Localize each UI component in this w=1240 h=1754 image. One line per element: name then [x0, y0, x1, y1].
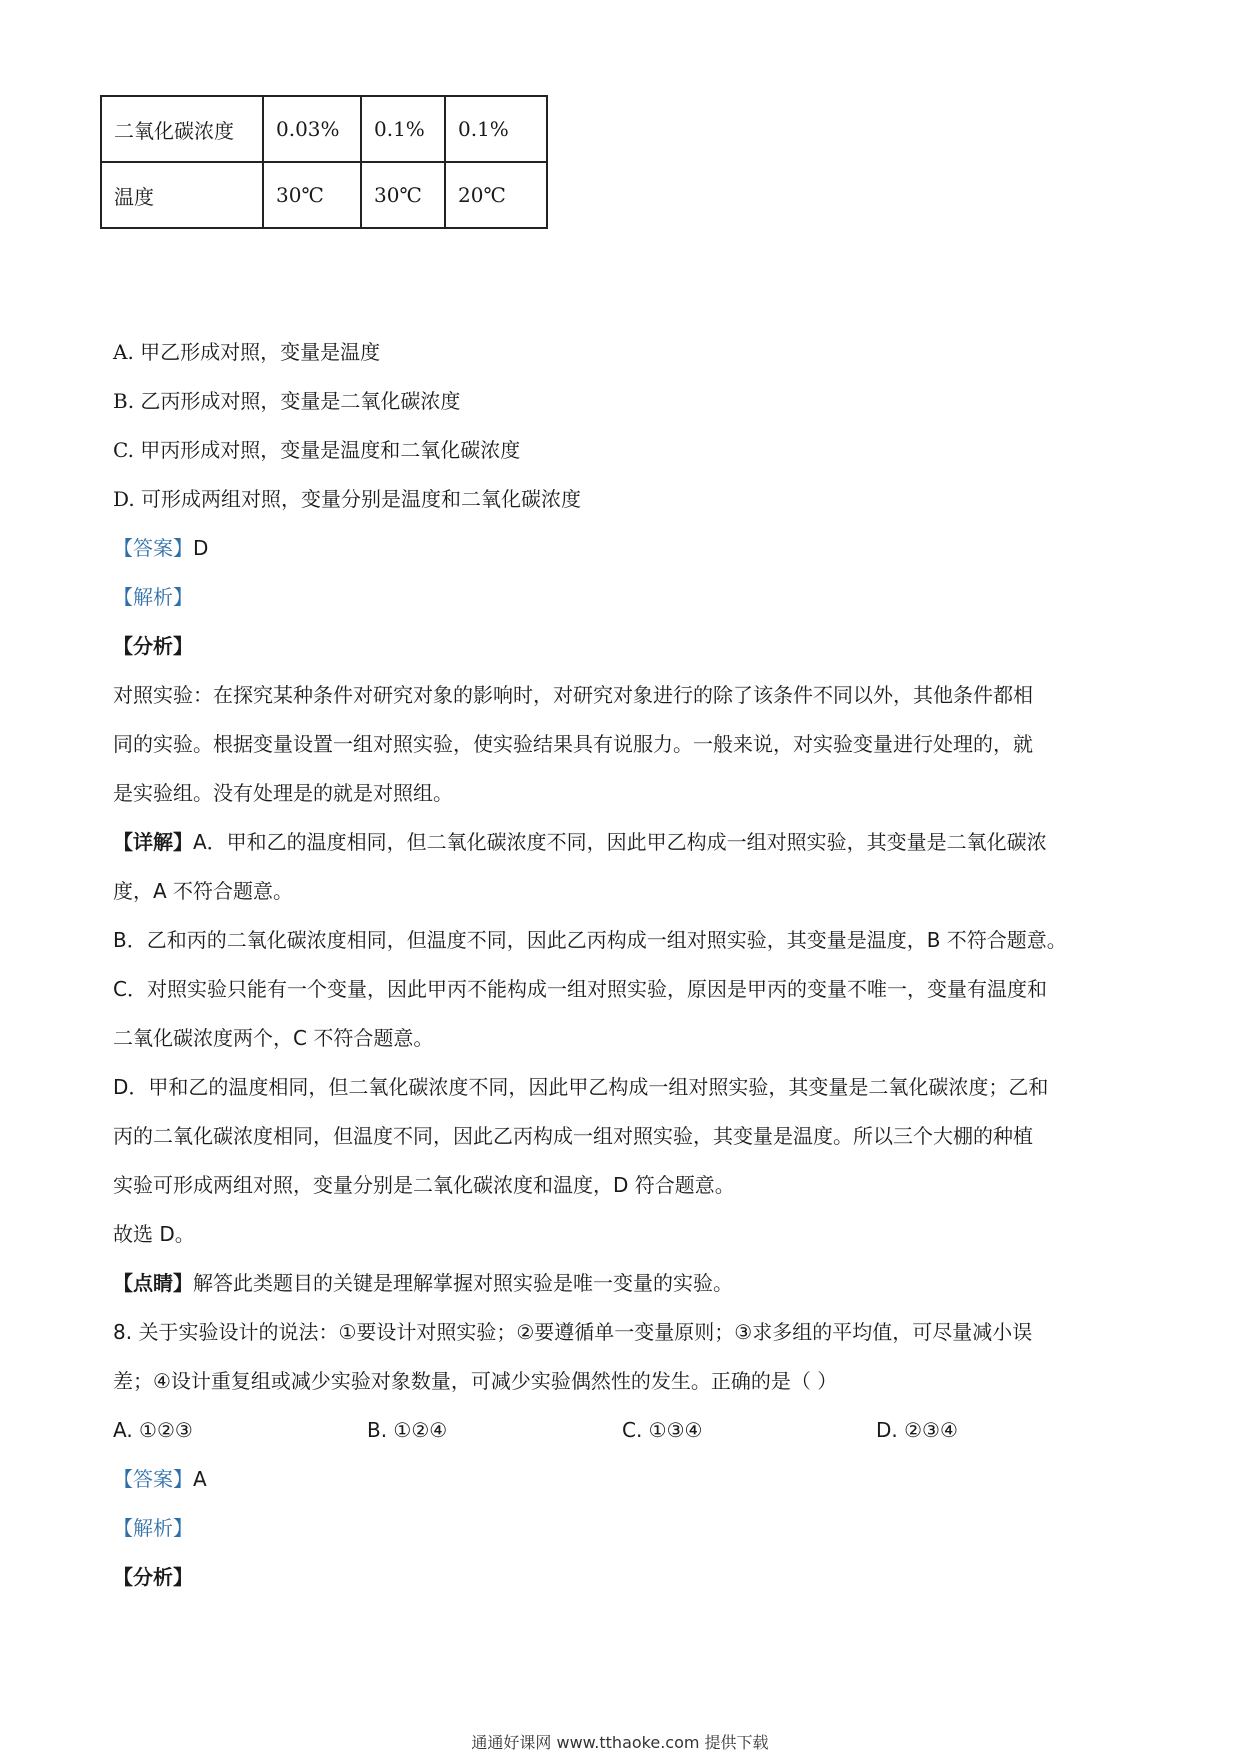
table-cell: 0.1%: [361, 96, 445, 162]
q8-option-a: A. ①②③: [113, 1418, 193, 1442]
detail-line: 丙的二氧化碳浓度相同，但温度不同，因此乙丙构成一组对照实验，其变量是温度。所以三个大棚的种植: [113, 1124, 1033, 1148]
detail-line: 实验可形成两组对照，变量分别是二氧化碳浓度和温度，D 符合题意。: [113, 1173, 735, 1197]
table-cell: 30℃: [361, 162, 445, 228]
q8-analysis-tag: 【解析】: [113, 1516, 193, 1540]
fenxi-line: 对照实验：在探究某种条件对研究对象的影响时，对研究对象进行的除了该条件不同以外，其他条件都相: [113, 683, 1033, 707]
q8-answer-value: A: [193, 1467, 207, 1491]
detail-line: B．乙和丙的二氧化碳浓度相同，但温度不同，因此乙丙构成一组对照实验，其变量是温度，B 不符合题意。: [113, 928, 1067, 952]
detail-line: 度，A 不符合题意。: [113, 879, 294, 903]
fenxi-tag: 【分析】: [113, 634, 193, 658]
q8-stem-line: 8. 关于实验设计的说法：①要设计对照实验；②要遵循单一变量原则；③求多组的平均值，可尽量减小误: [113, 1320, 1033, 1344]
answer-line: [113, 534, 208, 562]
detail-tag: 【详解】: [113, 830, 193, 854]
q8-option-d: D. ②③④: [876, 1418, 958, 1442]
option-a: A. 甲乙形成对照，变量是温度: [113, 340, 381, 364]
analysis-tag: 【解析】: [113, 585, 193, 609]
dianjing-tag: 【点睛】: [113, 1271, 193, 1295]
option-c: C. 甲丙形成对照，变量是温度和二氧化碳浓度: [113, 438, 521, 462]
detail-line: 二氧化碳浓度两个，C 不符合题意。: [113, 1026, 434, 1050]
option-b: B. 乙丙形成对照，变量是二氧化碳浓度: [113, 389, 461, 413]
detail-line: D．甲和乙的温度相同，但二氧化碳浓度不同，因此甲乙构成一组对照实验，其变量是二氧化碳浓度；乙和: [113, 1075, 1049, 1099]
dianjing-line: [113, 1269, 733, 1297]
detail-line: [113, 828, 1047, 856]
table-row: [101, 96, 547, 162]
answer-value: D: [193, 536, 209, 560]
q8-option-b: B. ①②④: [367, 1418, 448, 1442]
dianjing-text: 解答此类题目的关键是理解掌握对照实验是唯一变量的实验。: [193, 1271, 733, 1295]
page-footer: 通通好课网 www.tthaoke.com 提供下载: [471, 1733, 769, 1752]
q8-answer-tag: 【答案】: [113, 1467, 193, 1491]
table-cell: 0.1%: [445, 96, 547, 162]
table-row: [101, 162, 547, 228]
q8-fenxi-tag: 【分析】: [113, 1565, 193, 1589]
q8-answer-line: [113, 1465, 207, 1493]
detail-line: C．对照实验只能有一个变量，因此甲丙不能构成一组对照实验，原因是甲丙的变量不唯一，变量有温度和: [113, 977, 1047, 1001]
fenxi-line: 是实验组。没有处理是的就是对照组。: [113, 781, 453, 805]
table-cell: 温度: [101, 162, 263, 228]
table-cell: 二氧化碳浓度: [101, 96, 263, 162]
option-d: D. 可形成两组对照，变量分别是温度和二氧化碳浓度: [113, 487, 582, 511]
table-cell: 30℃: [263, 162, 361, 228]
answer-tag: 【答案】: [113, 536, 193, 560]
q8-stem-line: 差；④设计重复组或减少实验对象数量，可减少实验偶然性的发生。正确的是（ ）: [113, 1369, 838, 1393]
detail-line: 故选 D。: [113, 1222, 195, 1246]
fenxi-line: 同的实验。根据变量设置一组对照实验，使实验结果具有说服力。一般来说，对实验变量进行处理的，就: [113, 732, 1033, 756]
table-cell: 20℃: [445, 162, 547, 228]
detail-text: A．甲和乙的温度相同，但二氧化碳浓度不同，因此甲乙构成一组对照实验，其变量是二氧化碳浓: [193, 830, 1047, 854]
experiment-table: [100, 95, 548, 229]
table-cell: 0.03%: [263, 96, 361, 162]
q8-option-c: C. ①③④: [622, 1418, 703, 1442]
